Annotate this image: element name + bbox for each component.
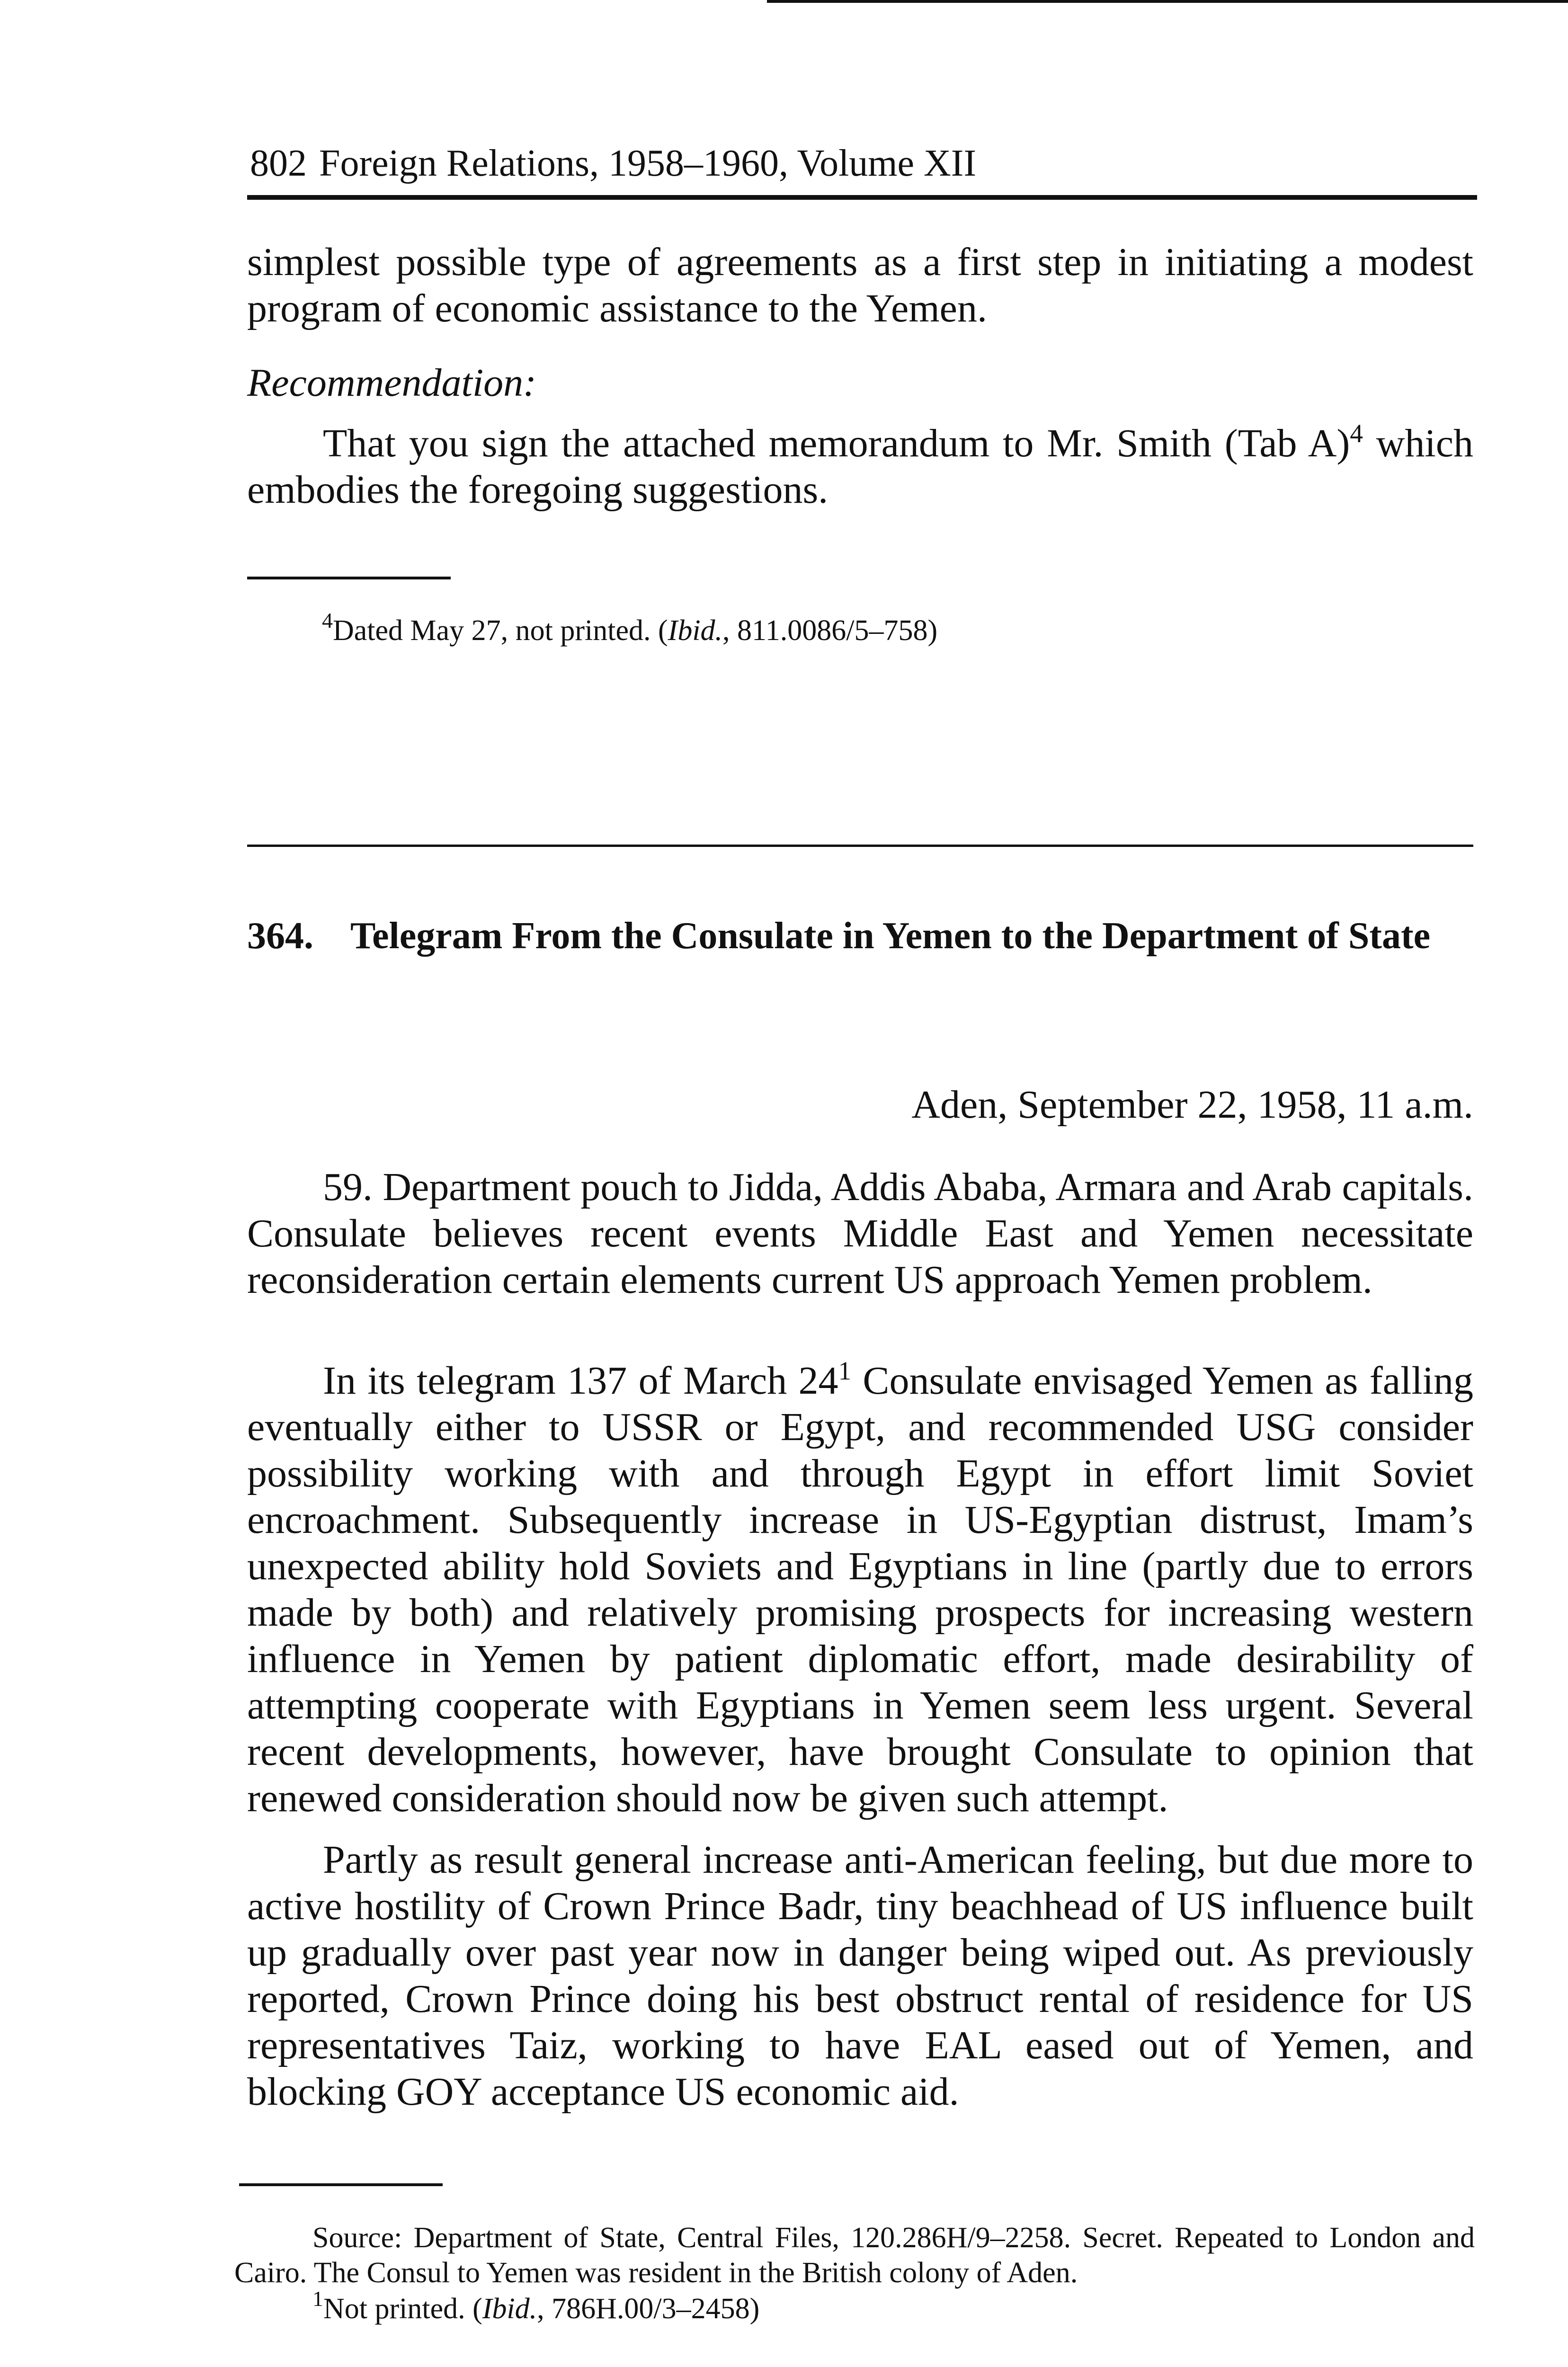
footnote-4-citation: , 811.0086/5–758) — [722, 614, 938, 647]
footnote-rule-top — [247, 577, 451, 579]
page-number: 802 — [250, 142, 307, 184]
running-header — [250, 140, 976, 187]
top-edge-rule — [767, 0, 1568, 3]
continuation-paragraph: simplest possible type of agreements as a first step in initiating a modest program of economic assistance to the Yemen. — [247, 240, 1473, 330]
paragraph-1: 59. Department pouch to Jidda, Addis Ababa, Armara and Arab capitals. Consulate believes recent events Middle East and Yemen necessitate reconsideration certain elements current US approach Yemen problem. — [247, 1165, 1473, 1302]
recommendation-text-end: which embodies the foregoing suggestions. — [247, 421, 1473, 512]
section-divider — [247, 845, 1473, 847]
footnote-1-ibid: Ibid. — [482, 2293, 537, 2325]
document-number: 364. — [247, 915, 313, 957]
document-title: Telegram From the Consulate in Yemen to the Department of State — [350, 915, 1431, 957]
footnote-4 — [322, 608, 938, 648]
header-rule — [247, 195, 1477, 200]
paragraph-2-start: In its telegram 137 of March 24 — [323, 1359, 838, 1403]
footnote-4-ibid: Ibid. — [668, 614, 723, 647]
footnote-1-text: Not printed. ( — [323, 2293, 482, 2325]
footnote-ref-1: 1 — [838, 1356, 852, 1385]
dateline: Aden, September 22, 1958, 11 a.m. — [911, 1083, 1473, 1127]
footnote-1 — [312, 2287, 760, 2326]
footnote-1-marker: 1 — [312, 2287, 323, 2311]
footnote-4-marker: 4 — [322, 608, 333, 632]
footnote-1-citation: , 786H.00/3–2458) — [537, 2293, 760, 2325]
recommendation-heading: Recommendation: — [247, 361, 537, 405]
paragraph-2 — [247, 1358, 1473, 1822]
recommendation-paragraph — [247, 420, 1473, 513]
footnote-rule-bottom — [239, 2183, 443, 2186]
running-title: Foreign Relations, 1958–1960, Volume XII — [319, 142, 977, 184]
paragraph-3: Partly as result general increase anti-American feeling, but due more to active hostility of Crown Prince Badr, tiny beachhead of US influence built up gradually over past year now in danger being wiped out. As previously reported, Crown Prince doing his best obstruct rental of residence for US representatives Taiz, working to have EAL eased out of Yemen, and blocking GOY acceptance US economic aid. — [247, 1838, 1473, 2114]
footnote-ref-4: 4 — [1350, 419, 1363, 448]
recommendation-text: That you sign the attached memorandum to Mr. Smith (Tab A) — [323, 421, 1350, 465]
source-note: Source: Department of State, Central Files, 120.286H/9–2258. Secret. Repeated to London and Cairo. The Consul to Yemen was resident in the British colony of Aden. — [234, 2222, 1475, 2289]
footnote-4-text: Dated May 27, not printed. ( — [333, 614, 668, 647]
paragraph-2-rest: Consulate envisaged Yemen as falling eventually either to USSR or Egypt, and recommended USG consider possibility working with and through Egypt in effort limit Soviet encroachment. Subsequently increase in US-Egyptian distrust, Imam’s unexpected ability hold Soviets and Egyptians in line (partly due to errors made by both) and relatively promising prospects for increasing western influence in Yemen by patient diplomatic effort, made desirability of attempting cooperate with Egyptians in Yemen seem less urgent. Several recent developments, however, have brought Consulate to opinion that renewed consideration should now be given such attempt. — [247, 1359, 1473, 1820]
